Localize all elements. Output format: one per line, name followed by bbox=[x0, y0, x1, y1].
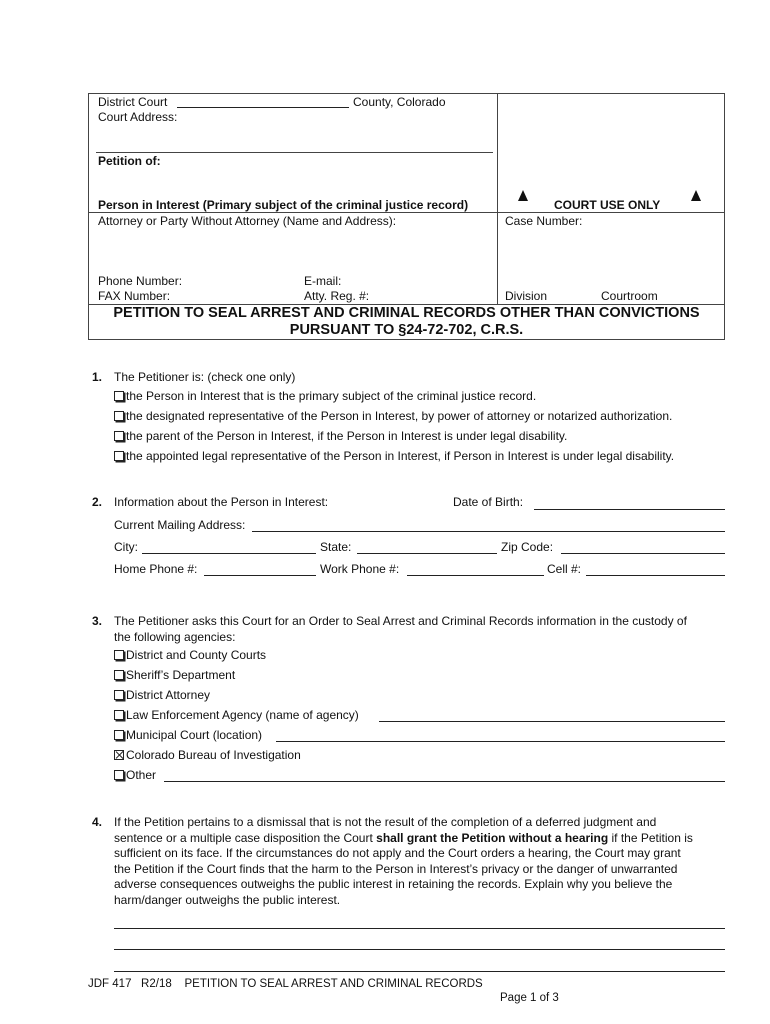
district-court-field[interactable] bbox=[177, 95, 349, 108]
explanation-line[interactable] bbox=[114, 928, 725, 929]
city-field[interactable] bbox=[142, 541, 316, 554]
work-phone-field[interactable] bbox=[407, 563, 544, 576]
mailing-field[interactable] bbox=[252, 519, 725, 532]
agency-name-field[interactable] bbox=[379, 709, 725, 722]
agency-option[interactable] bbox=[114, 728, 262, 742]
agency-label: Other bbox=[126, 768, 157, 782]
agency-label: Law Enforcement Agency (name of agency) bbox=[126, 708, 359, 722]
checkbox[interactable] bbox=[114, 650, 124, 660]
paragraph-line: If the Petition pertains to a dismissal that is not the result of the completion of a deferred judgment and bbox=[114, 815, 657, 829]
checkbox[interactable] bbox=[114, 411, 124, 421]
agency-label: Municipal Court (location) bbox=[126, 728, 263, 742]
atty-reg-label: Atty. Reg. #: bbox=[304, 289, 370, 303]
explanation-line[interactable] bbox=[114, 971, 725, 972]
checkbox[interactable] bbox=[114, 710, 124, 720]
city-label: City: bbox=[114, 540, 138, 554]
attorney-label: Attorney or Party Without Attorney (Name and Address): bbox=[98, 214, 397, 228]
paragraph-line: sufficient on its face. If the circumstances do not apply and the Court orders a hearing, the Court may grant bbox=[114, 846, 681, 860]
section-1-option[interactable] bbox=[114, 449, 674, 463]
court-use-only-label: COURT USE ONLY bbox=[554, 198, 661, 212]
zip-label: Zip Code: bbox=[501, 540, 554, 554]
option-label: the appointed legal representative of the Person in Interest, if Person in Interest is under legal disability. bbox=[126, 449, 675, 463]
paragraph-bold-text: shall grant the Petition without a hearing bbox=[376, 830, 609, 845]
agency-option[interactable] bbox=[114, 708, 359, 722]
option-label: the parent of the Person in Interest, if the Person in Interest is under legal disability. bbox=[126, 429, 568, 443]
person-in-interest-label: Person in Interest (Primary subject of the criminal justice record) bbox=[98, 198, 469, 212]
checkbox-checked[interactable] bbox=[114, 750, 124, 760]
option-label: the designated representative of the Person in Interest, by power of attorney or notarized authorization. bbox=[126, 409, 673, 423]
page-title bbox=[88, 305, 725, 339]
section-1-number: 1. bbox=[92, 370, 103, 384]
section-4-text bbox=[114, 815, 726, 908]
section-2-number: 2. bbox=[92, 495, 103, 509]
checkbox[interactable] bbox=[114, 770, 124, 780]
home-phone-field[interactable] bbox=[204, 563, 316, 576]
intro-line: The Petitioner asks this Court for an Order to Seal Arrest and Criminal Records information in the custody of bbox=[114, 614, 687, 628]
agency-label: Sheriff’s Department bbox=[126, 668, 236, 682]
section-1-option[interactable] bbox=[114, 389, 536, 403]
county-label: County, Colorado bbox=[353, 95, 446, 109]
state-field[interactable] bbox=[357, 541, 497, 554]
dob-label: Date of Birth: bbox=[453, 495, 524, 509]
agency-option[interactable] bbox=[114, 748, 301, 762]
title-line-2: PURSUANT TO §24-72-702, C.R.S. bbox=[289, 322, 524, 338]
caption-rule bbox=[96, 152, 493, 153]
email-label: E-mail: bbox=[304, 274, 342, 288]
explanation-line[interactable] bbox=[114, 949, 725, 950]
checkbox[interactable] bbox=[114, 431, 124, 441]
section-1-option[interactable] bbox=[114, 429, 567, 443]
paragraph-text: sentence or a multiple case disposition the Court bbox=[114, 830, 377, 845]
cell-label: Cell #: bbox=[547, 562, 582, 576]
other-field[interactable] bbox=[164, 769, 725, 782]
fax-label: FAX Number: bbox=[98, 289, 171, 303]
form-id: JDF 417 R2/18 PETITION TO SEAL ARREST AND CRIMINAL RECORDS bbox=[88, 978, 483, 990]
checkbox[interactable] bbox=[114, 451, 124, 461]
option-label: the Person in Interest that is the primary subject of the criminal justice record. bbox=[126, 389, 537, 403]
zip-field[interactable] bbox=[561, 541, 725, 554]
dob-field[interactable] bbox=[534, 497, 725, 510]
agency-option[interactable] bbox=[114, 648, 266, 662]
section-1-heading: The Petitioner is: (check one only) bbox=[114, 370, 296, 384]
info-label: Information about the Person in Interest: bbox=[114, 495, 329, 509]
checkbox[interactable] bbox=[114, 670, 124, 680]
agency-option[interactable] bbox=[114, 688, 210, 702]
agency-label: District and County Courts bbox=[126, 648, 267, 662]
checkbox[interactable] bbox=[114, 730, 124, 740]
court-address-label: Court Address: bbox=[98, 110, 178, 124]
case-number-label: Case Number: bbox=[505, 214, 583, 228]
home-phone-label: Home Phone #: bbox=[114, 562, 198, 576]
cell-field[interactable] bbox=[586, 563, 725, 576]
section-3-intro bbox=[114, 614, 726, 645]
intro-line: the following agencies: bbox=[114, 629, 236, 644]
phone-label: Phone Number: bbox=[98, 274, 183, 288]
paragraph-line bbox=[114, 831, 726, 847]
agency-option[interactable] bbox=[114, 768, 156, 782]
checkbox[interactable] bbox=[114, 391, 124, 401]
paragraph-text: if the Petition is bbox=[608, 830, 693, 845]
state-label: State: bbox=[320, 540, 352, 554]
agency-label: District Attorney bbox=[126, 688, 211, 702]
caption-rule bbox=[88, 212, 725, 213]
paragraph-line: harm/danger outweighs the public interest. bbox=[114, 892, 341, 907]
paragraph-line: adverse consequences outweighs the public interest in retaining the records. Explain why you believe the bbox=[114, 877, 673, 891]
district-court-label: District Court bbox=[98, 95, 168, 109]
division-label: Division bbox=[505, 289, 548, 303]
section-1-option[interactable] bbox=[114, 409, 672, 423]
arrow-up-icon bbox=[691, 190, 701, 204]
municipal-location-field[interactable] bbox=[276, 729, 725, 742]
petition-of-label: Petition of: bbox=[98, 154, 161, 168]
section-3-number: 3. bbox=[92, 614, 103, 628]
caption-divider bbox=[497, 93, 498, 305]
paragraph-line: the Petition if the Court finds that the harm to the Person in Interest’s privacy or the danger of unwarranted bbox=[114, 861, 678, 876]
checkbox[interactable] bbox=[114, 690, 124, 700]
courtroom-label: Courtroom bbox=[601, 289, 658, 303]
section-4-number: 4. bbox=[92, 815, 103, 829]
page-number: Page 1 of 3 bbox=[500, 992, 559, 1004]
work-phone-label: Work Phone #: bbox=[320, 562, 400, 576]
arrow-up-icon bbox=[518, 190, 528, 204]
title-line-1: PETITION TO SEAL ARREST AND CRIMINAL RECORDS OTHER THAN CONVICTIONS bbox=[113, 305, 700, 321]
agency-option[interactable] bbox=[114, 668, 235, 682]
agency-label: Colorado Bureau of Investigation bbox=[126, 748, 301, 762]
mailing-label: Current Mailing Address: bbox=[114, 518, 246, 532]
